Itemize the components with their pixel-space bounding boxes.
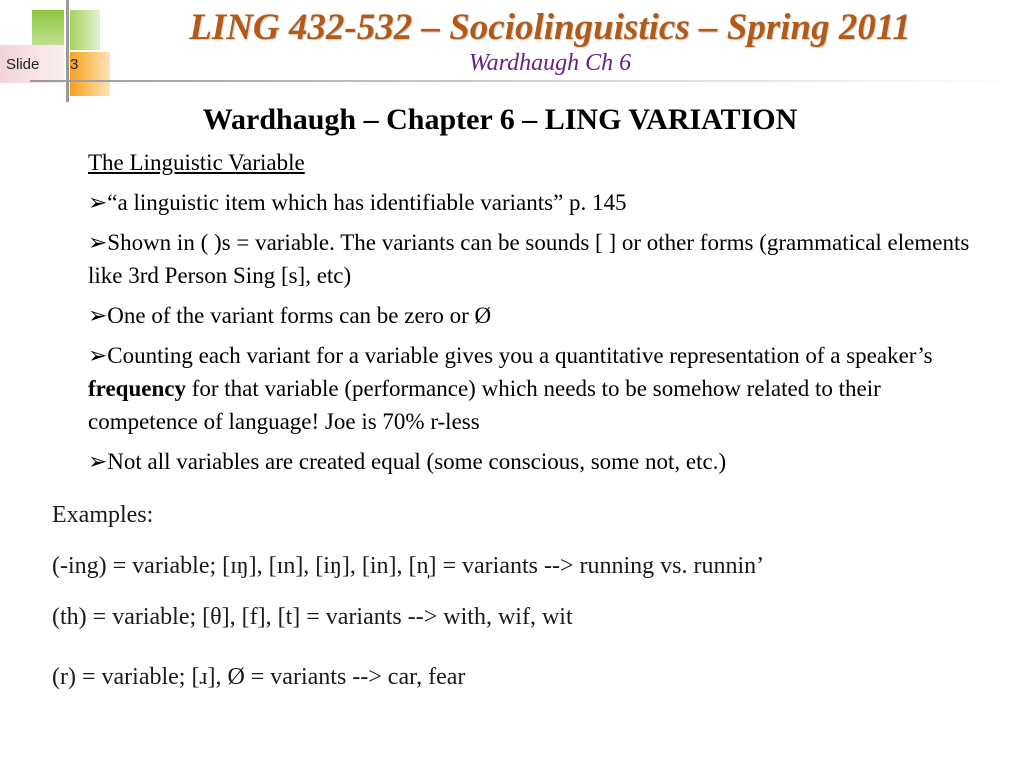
bullet-item [88,339,988,438]
decor-vertical-line [66,0,69,102]
slide-number: 3 [70,56,79,73]
examples-title: Examples: [52,502,154,528]
arrow-bullet-icon: ➢ [88,230,108,255]
example-line: (r) = variable; [ɹ], Ø = variants --> car, fear [52,664,466,690]
arrow-bullet-icon: ➢ [88,449,108,474]
bullet-item [88,186,988,219]
bullet-text: Not all variables are created equal (some conscious, some not, etc.) [107,449,727,474]
slide-heading: Wardhaugh – Chapter 6 – LING VARIATION [202,103,798,136]
bullet-text: Counting each variant for a variable gives you a quantitative representation of a speaker’s [107,343,933,368]
slide-content [88,146,988,485]
course-title: LING 432-532 – Sociolinguistics – Spring 2011 [189,7,911,48]
example-line: (-ing) = variable; [ɪŋ], [ɪn], [iŋ], [in], [n̩] = variants --> running vs. runnin’ [52,553,765,579]
bullet-text: Shown in ( )s = variable. The variants can be sounds [ ] or other forms (grammatical elements like 3rd Person Sing [s], etc) [88,230,970,288]
arrow-bullet-icon: ➢ [88,343,108,368]
bullet-item [88,445,988,478]
decor-green-block-right [70,10,100,50]
slide-label: Slide [6,56,40,73]
bullet-item [88,226,988,292]
bullet-text: One of the variant forms can be zero or Ø [107,303,492,328]
arrow-bullet-icon: ➢ [88,303,108,328]
bullet-text: “a linguistic item which has identifiable variants” p. 145 [107,190,627,215]
bullet-bold-term: frequency [88,376,186,401]
bullet-text: for that variable (performance) which needs to be somehow related to their competence of language! Joe is 70% r-less [88,376,881,434]
decor-green-block [32,10,64,50]
course-subtitle: Wardhaugh Ch 6 [468,50,632,76]
arrow-bullet-icon: ➢ [88,190,108,215]
decor-horizontal-line [30,80,1020,82]
bullet-item [88,299,988,332]
section-heading: The Linguistic Variable [88,150,305,175]
example-line: (th) = variable; [θ], [f], [t] = variants --> with, wif, wit [52,604,573,630]
